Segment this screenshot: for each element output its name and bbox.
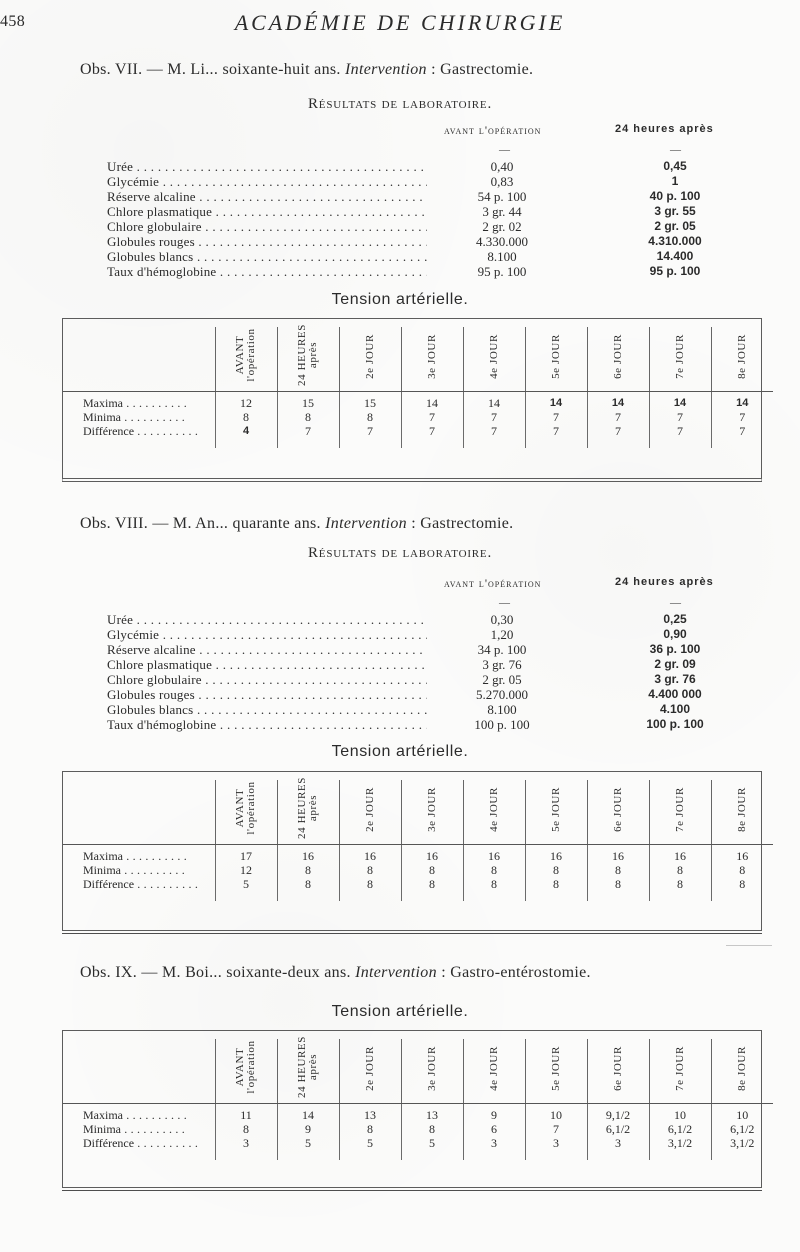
tension-cell: 10: [525, 1104, 587, 1123]
tension-cell: 8: [711, 863, 773, 877]
obs8-tension-table-frame: [62, 771, 762, 931]
row-label: Réserve alcaline . . .: [107, 189, 427, 204]
results-row: [107, 702, 717, 717]
obs8-header-before: avant l'opération: [444, 576, 542, 590]
value-after: 2 gr. 09: [654, 657, 696, 671]
tension-cell: 7: [277, 424, 339, 448]
column-header-label: 4e JOUR: [487, 786, 500, 832]
tension-cell: 16: [711, 845, 773, 864]
column-header-label: 2e JOUR: [363, 333, 376, 379]
column-header: [649, 772, 711, 845]
column-header: [215, 319, 277, 392]
obs8-prefix: Obs. VIII. — M. An... quarante ans.: [80, 515, 326, 532]
value-before: 34 p. 100: [477, 642, 527, 657]
tension-cell: 8: [711, 877, 773, 901]
tension-cell: 16: [463, 845, 525, 864]
tension-cell: 7: [525, 1122, 587, 1136]
tension-cell: 14: [711, 392, 773, 411]
column-header: [587, 319, 649, 392]
results-row: [107, 234, 717, 249]
column-header: [401, 1031, 463, 1104]
results-row: [107, 657, 717, 672]
tension-cell: 8: [215, 1122, 277, 1136]
value-before: 2 gr. 05: [482, 672, 522, 687]
results-row: [107, 189, 717, 204]
tension-cell: 16: [339, 845, 401, 864]
obs9-bottom-rule: [62, 1190, 762, 1191]
tension-row-label: Différence . . .: [63, 1136, 215, 1160]
value-after: 4.310.000: [648, 234, 702, 248]
obs7-results-head: [107, 123, 717, 147]
obs9-tension-title: Tension artérielle.: [331, 1003, 469, 1020]
obs9-suffix: : Gastro-entérostomie.: [436, 964, 591, 981]
row-label: Chlore plasmatique . . .: [107, 204, 427, 219]
tension-cell: 8: [339, 863, 401, 877]
results-row: [107, 174, 717, 189]
obs8-line: [80, 515, 720, 533]
column-header: [463, 772, 525, 845]
tension-cell: 7: [401, 424, 463, 448]
obs7-tension-table-frame: [62, 318, 762, 482]
tension-cell: 8: [525, 863, 587, 877]
obs8-bottom-rule: [62, 933, 762, 934]
tension-row: [63, 1136, 773, 1160]
value-before: 8.100: [487, 702, 517, 717]
column-header-label: 5e JOUR: [549, 786, 562, 832]
results-row: [107, 159, 717, 174]
obs7-header-after: 24 heures après: [615, 123, 714, 135]
obs8-header-after: 24 heures après: [615, 576, 714, 588]
table-corner: [63, 772, 215, 845]
tension-cell: 6,1/2: [587, 1122, 649, 1136]
table-corner: [63, 1031, 215, 1104]
tension-cell: 3,1/2: [649, 1136, 711, 1160]
tension-cell: 14: [649, 392, 711, 411]
tension-cell: 7: [587, 424, 649, 448]
column-header-label: 8e JOUR: [735, 1045, 748, 1091]
column-header-label: 7e JOUR: [673, 333, 686, 379]
row-label: Chlore globulaire . . .: [107, 219, 427, 234]
row-label: Glycémie . . .: [107, 174, 427, 189]
column-header: [339, 1031, 401, 1104]
column-header: [277, 319, 339, 392]
column-header-label: 7e JOUR: [673, 1045, 686, 1091]
tension-row-label: Différence . . .: [63, 877, 215, 901]
row-label: Globules blancs . . .: [107, 249, 427, 264]
column-header: [215, 772, 277, 845]
column-header-label: 24 HEURES après: [296, 776, 319, 839]
value-before: 0,40: [490, 159, 514, 174]
tension-cell: 5: [215, 877, 277, 901]
tension-cell: 16: [401, 845, 463, 864]
column-header: [339, 772, 401, 845]
tension-cell: 6,1/2: [711, 1122, 773, 1136]
obs9-tension-table: [63, 1031, 773, 1160]
obs7-suffix: : Gastrectomie.: [426, 61, 534, 78]
tension-cell: 7: [463, 424, 525, 448]
obs7-dashes: [107, 144, 717, 159]
tension-cell: 8: [587, 863, 649, 877]
tension-cell: 11: [215, 1104, 277, 1123]
column-header-label: 7e JOUR: [673, 786, 686, 832]
column-header: [277, 1031, 339, 1104]
column-header: [649, 1031, 711, 1104]
column-header-label: 5e JOUR: [549, 1045, 562, 1091]
column-header-label: 24 HEURES après: [296, 1035, 319, 1098]
value-after: 95 p. 100: [649, 264, 701, 278]
column-header-label: 2e JOUR: [363, 1045, 376, 1091]
tension-cell: 14: [587, 392, 649, 411]
tension-cell: 8: [463, 863, 525, 877]
obs8-suffix: : Gastrectomie.: [406, 515, 514, 532]
value-after: 3 gr. 76: [654, 672, 696, 686]
tension-cell: 8: [401, 1122, 463, 1136]
tension-row-label: Maxima . . .: [63, 845, 215, 864]
obs9-tension-table-frame: [62, 1030, 762, 1188]
tension-cell: 7: [525, 410, 587, 424]
tension-cell: 12: [215, 392, 277, 411]
tension-cell: 14: [277, 1104, 339, 1123]
obs7-tension-title: Tension artérielle.: [331, 291, 469, 308]
value-before: 0,83: [490, 174, 514, 189]
column-header-label: AVANT l'opération: [234, 327, 257, 382]
row-label: Urée . . .: [107, 612, 427, 627]
obs9-italic: Intervention: [355, 964, 437, 981]
tension-cell: 9: [463, 1104, 525, 1123]
obs8-results-head: [107, 576, 717, 600]
value-before: 8.100: [487, 249, 517, 264]
tension-cell: 5: [401, 1136, 463, 1160]
obs7-tension-table: [63, 319, 773, 448]
results-row: [107, 219, 717, 234]
tension-cell: 5: [339, 1136, 401, 1160]
value-before: 4.330.000: [476, 234, 528, 249]
obs8-tension-title: Tension artérielle.: [331, 743, 469, 760]
column-header-label: 6e JOUR: [611, 333, 624, 379]
results-row: [107, 249, 717, 264]
tension-cell: 6: [463, 1122, 525, 1136]
obs8-italic: Intervention: [325, 515, 407, 532]
value-before: 0,30: [490, 612, 514, 627]
column-header: [711, 1031, 773, 1104]
tension-cell: 10: [649, 1104, 711, 1123]
results-row: [107, 627, 717, 642]
tension-cell: 8: [339, 1122, 401, 1136]
tension-cell: 7: [587, 410, 649, 424]
column-header: [587, 772, 649, 845]
tension-cell: 7: [711, 424, 773, 448]
tension-cell: 9,1/2: [587, 1104, 649, 1123]
tension-row-label: Différence . . .: [63, 424, 215, 448]
tension-cell: 14: [525, 392, 587, 411]
obs7-dash-before: —: [499, 144, 510, 156]
obs8-dash-before: —: [499, 597, 510, 609]
value-after: 1: [671, 174, 679, 188]
page-number: 458: [0, 13, 26, 30]
column-header: [711, 772, 773, 845]
results-row: [107, 204, 717, 219]
value-after: 100 p. 100: [646, 717, 704, 731]
value-after: 2 gr. 05: [654, 219, 696, 233]
tension-row: [63, 1122, 773, 1136]
column-header: [463, 319, 525, 392]
obs7-results-title: Résultats de laboratoire.: [308, 96, 492, 112]
row-label: Taux d'hémoglobine . . .: [107, 264, 427, 279]
column-header: [401, 319, 463, 392]
tension-cell: 15: [277, 392, 339, 411]
row-label: Chlore plasmatique . . .: [107, 657, 427, 672]
results-row: [107, 687, 717, 702]
tension-cell: 8: [277, 410, 339, 424]
tension-cell: 7: [711, 410, 773, 424]
row-label: Globules rouges . . .: [107, 687, 427, 702]
tension-cell: 3: [463, 1136, 525, 1160]
tension-cell: 7: [339, 424, 401, 448]
value-after: 4.400 000: [648, 687, 702, 701]
tension-cell: 8: [587, 877, 649, 901]
obs9-prefix: Obs. IX. — M. Boi... soixante-deux ans.: [80, 964, 356, 981]
column-header-label: 3e JOUR: [425, 1045, 438, 1091]
results-row: [107, 264, 717, 279]
results-row: [107, 612, 717, 627]
column-header: [525, 319, 587, 392]
row-label: Globules blancs . . .: [107, 702, 427, 717]
table-ghost-line: [726, 945, 772, 946]
value-after: 0,25: [663, 612, 687, 626]
obs7-italic: Intervention: [345, 61, 427, 78]
obs7-dash-after: —: [670, 144, 681, 156]
tension-cell: 13: [401, 1104, 463, 1123]
obs9-line: [80, 964, 720, 982]
tension-cell: 5: [277, 1136, 339, 1160]
results-row: [107, 717, 717, 732]
tension-row: [63, 424, 773, 448]
obs8-dashes: [107, 597, 717, 612]
tension-cell: 15: [339, 392, 401, 411]
value-after: 40 p. 100: [649, 189, 701, 203]
value-after: 36 p. 100: [649, 642, 701, 656]
page-header: [0, 6, 800, 40]
tension-cell: 8: [401, 863, 463, 877]
obs8-results-title: Résultats de laboratoire.: [308, 545, 492, 561]
tension-cell: 8: [649, 863, 711, 877]
row-label: Urée . . .: [107, 159, 427, 174]
obs8-dash-after: —: [670, 597, 681, 609]
tension-cell: 6,1/2: [649, 1122, 711, 1136]
tension-row: [63, 410, 773, 424]
tension-cell: 7: [463, 410, 525, 424]
column-header: [215, 1031, 277, 1104]
obs7-prefix: Obs. VII. — M. Li... soixante-huit ans.: [80, 61, 346, 78]
column-header-label: 8e JOUR: [735, 333, 748, 379]
row-label: Réserve alcaline . . .: [107, 642, 427, 657]
tension-cell: 8: [339, 410, 401, 424]
column-header: [339, 319, 401, 392]
value-after: 0,45: [663, 159, 687, 173]
row-label: Globules rouges . . .: [107, 234, 427, 249]
tension-cell: 8: [401, 877, 463, 901]
tension-cell: 14: [463, 392, 525, 411]
obs7-line: [80, 61, 720, 79]
row-label: Glycémie . . .: [107, 627, 427, 642]
tension-cell: 7: [401, 410, 463, 424]
column-header: [525, 772, 587, 845]
column-header-label: 3e JOUR: [425, 786, 438, 832]
value-after: 14.400: [656, 249, 694, 263]
value-after: 4.100: [659, 702, 691, 716]
tension-row-label: Maxima . . .: [63, 1104, 215, 1123]
obs7-header-before: avant l'opération: [444, 123, 542, 137]
tension-cell: 3,1/2: [711, 1136, 773, 1160]
row-label: Taux d'hémoglobine . . .: [107, 717, 427, 732]
column-header-label: 3e JOUR: [425, 333, 438, 379]
column-header-label: AVANT l'opération: [234, 780, 257, 835]
column-header-label: 6e JOUR: [611, 786, 624, 832]
column-header-label: 4e JOUR: [487, 333, 500, 379]
value-before: 1,20: [490, 627, 514, 642]
column-header: [277, 772, 339, 845]
results-row: [107, 642, 717, 657]
column-header: [587, 1031, 649, 1104]
value-before: 2 gr. 02: [482, 219, 522, 234]
tension-cell: 3: [587, 1136, 649, 1160]
tension-cell: 8: [649, 877, 711, 901]
tension-cell: 10: [711, 1104, 773, 1123]
column-header: [463, 1031, 525, 1104]
tension-cell: 8: [277, 877, 339, 901]
obs7-results-block: [107, 123, 717, 279]
tension-cell: 8: [277, 863, 339, 877]
obs8-results-block: [107, 576, 717, 732]
column-header: [649, 319, 711, 392]
value-before: 3 gr. 44: [482, 204, 522, 219]
tension-cell: 8: [215, 410, 277, 424]
column-header-label: 4e JOUR: [487, 1045, 500, 1091]
value-before: 95 p. 100: [477, 264, 527, 279]
tension-cell: 7: [649, 424, 711, 448]
column-header-label: 6e JOUR: [611, 1045, 624, 1091]
value-before: 100 p. 100: [474, 717, 530, 732]
tension-cell: 7: [649, 410, 711, 424]
value-after: 0,90: [663, 627, 687, 641]
value-after: 3 gr. 55: [654, 204, 696, 218]
running-title: ACADÉMIE DE CHIRURGIE: [234, 10, 566, 35]
tension-cell: 3: [215, 1136, 277, 1160]
obs8-tension-table: [63, 772, 773, 901]
tension-row: [63, 392, 773, 411]
tension-cell: 8: [339, 877, 401, 901]
tension-cell: 17: [215, 845, 277, 864]
tension-row: [63, 877, 773, 901]
column-header: [525, 1031, 587, 1104]
tension-row: [63, 863, 773, 877]
table-corner: [63, 319, 215, 392]
tension-row: [63, 1104, 773, 1123]
tension-row: [63, 845, 773, 864]
tension-row-label: Minima . . .: [63, 410, 215, 424]
column-header: [401, 772, 463, 845]
tension-cell: 13: [339, 1104, 401, 1123]
tension-cell: 3: [525, 1136, 587, 1160]
tension-cell: 4: [215, 424, 277, 448]
tension-cell: 8: [463, 877, 525, 901]
tension-row-label: Maxima . . .: [63, 392, 215, 411]
column-header: [711, 319, 773, 392]
tension-row-label: Minima . . .: [63, 1122, 215, 1136]
column-header-label: 2e JOUR: [363, 786, 376, 832]
tension-cell: 8: [525, 877, 587, 901]
tension-cell: 16: [277, 845, 339, 864]
tension-cell: 16: [525, 845, 587, 864]
column-header-label: 24 HEURES après: [296, 323, 319, 386]
column-header-label: AVANT l'opération: [234, 1039, 257, 1094]
tension-cell: 7: [525, 424, 587, 448]
value-before: 5.270.000: [476, 687, 528, 702]
column-header-label: 8e JOUR: [735, 786, 748, 832]
tension-row-label: Minima . . .: [63, 863, 215, 877]
tension-cell: 14: [401, 392, 463, 411]
value-before: 3 gr. 76: [482, 657, 522, 672]
tension-cell: 16: [649, 845, 711, 864]
row-label: Chlore globulaire . . .: [107, 672, 427, 687]
value-before: 54 p. 100: [477, 189, 527, 204]
tension-cell: 12: [215, 863, 277, 877]
results-row: [107, 672, 717, 687]
tension-cell: 9: [277, 1122, 339, 1136]
column-header-label: 5e JOUR: [549, 333, 562, 379]
tension-cell: 16: [587, 845, 649, 864]
